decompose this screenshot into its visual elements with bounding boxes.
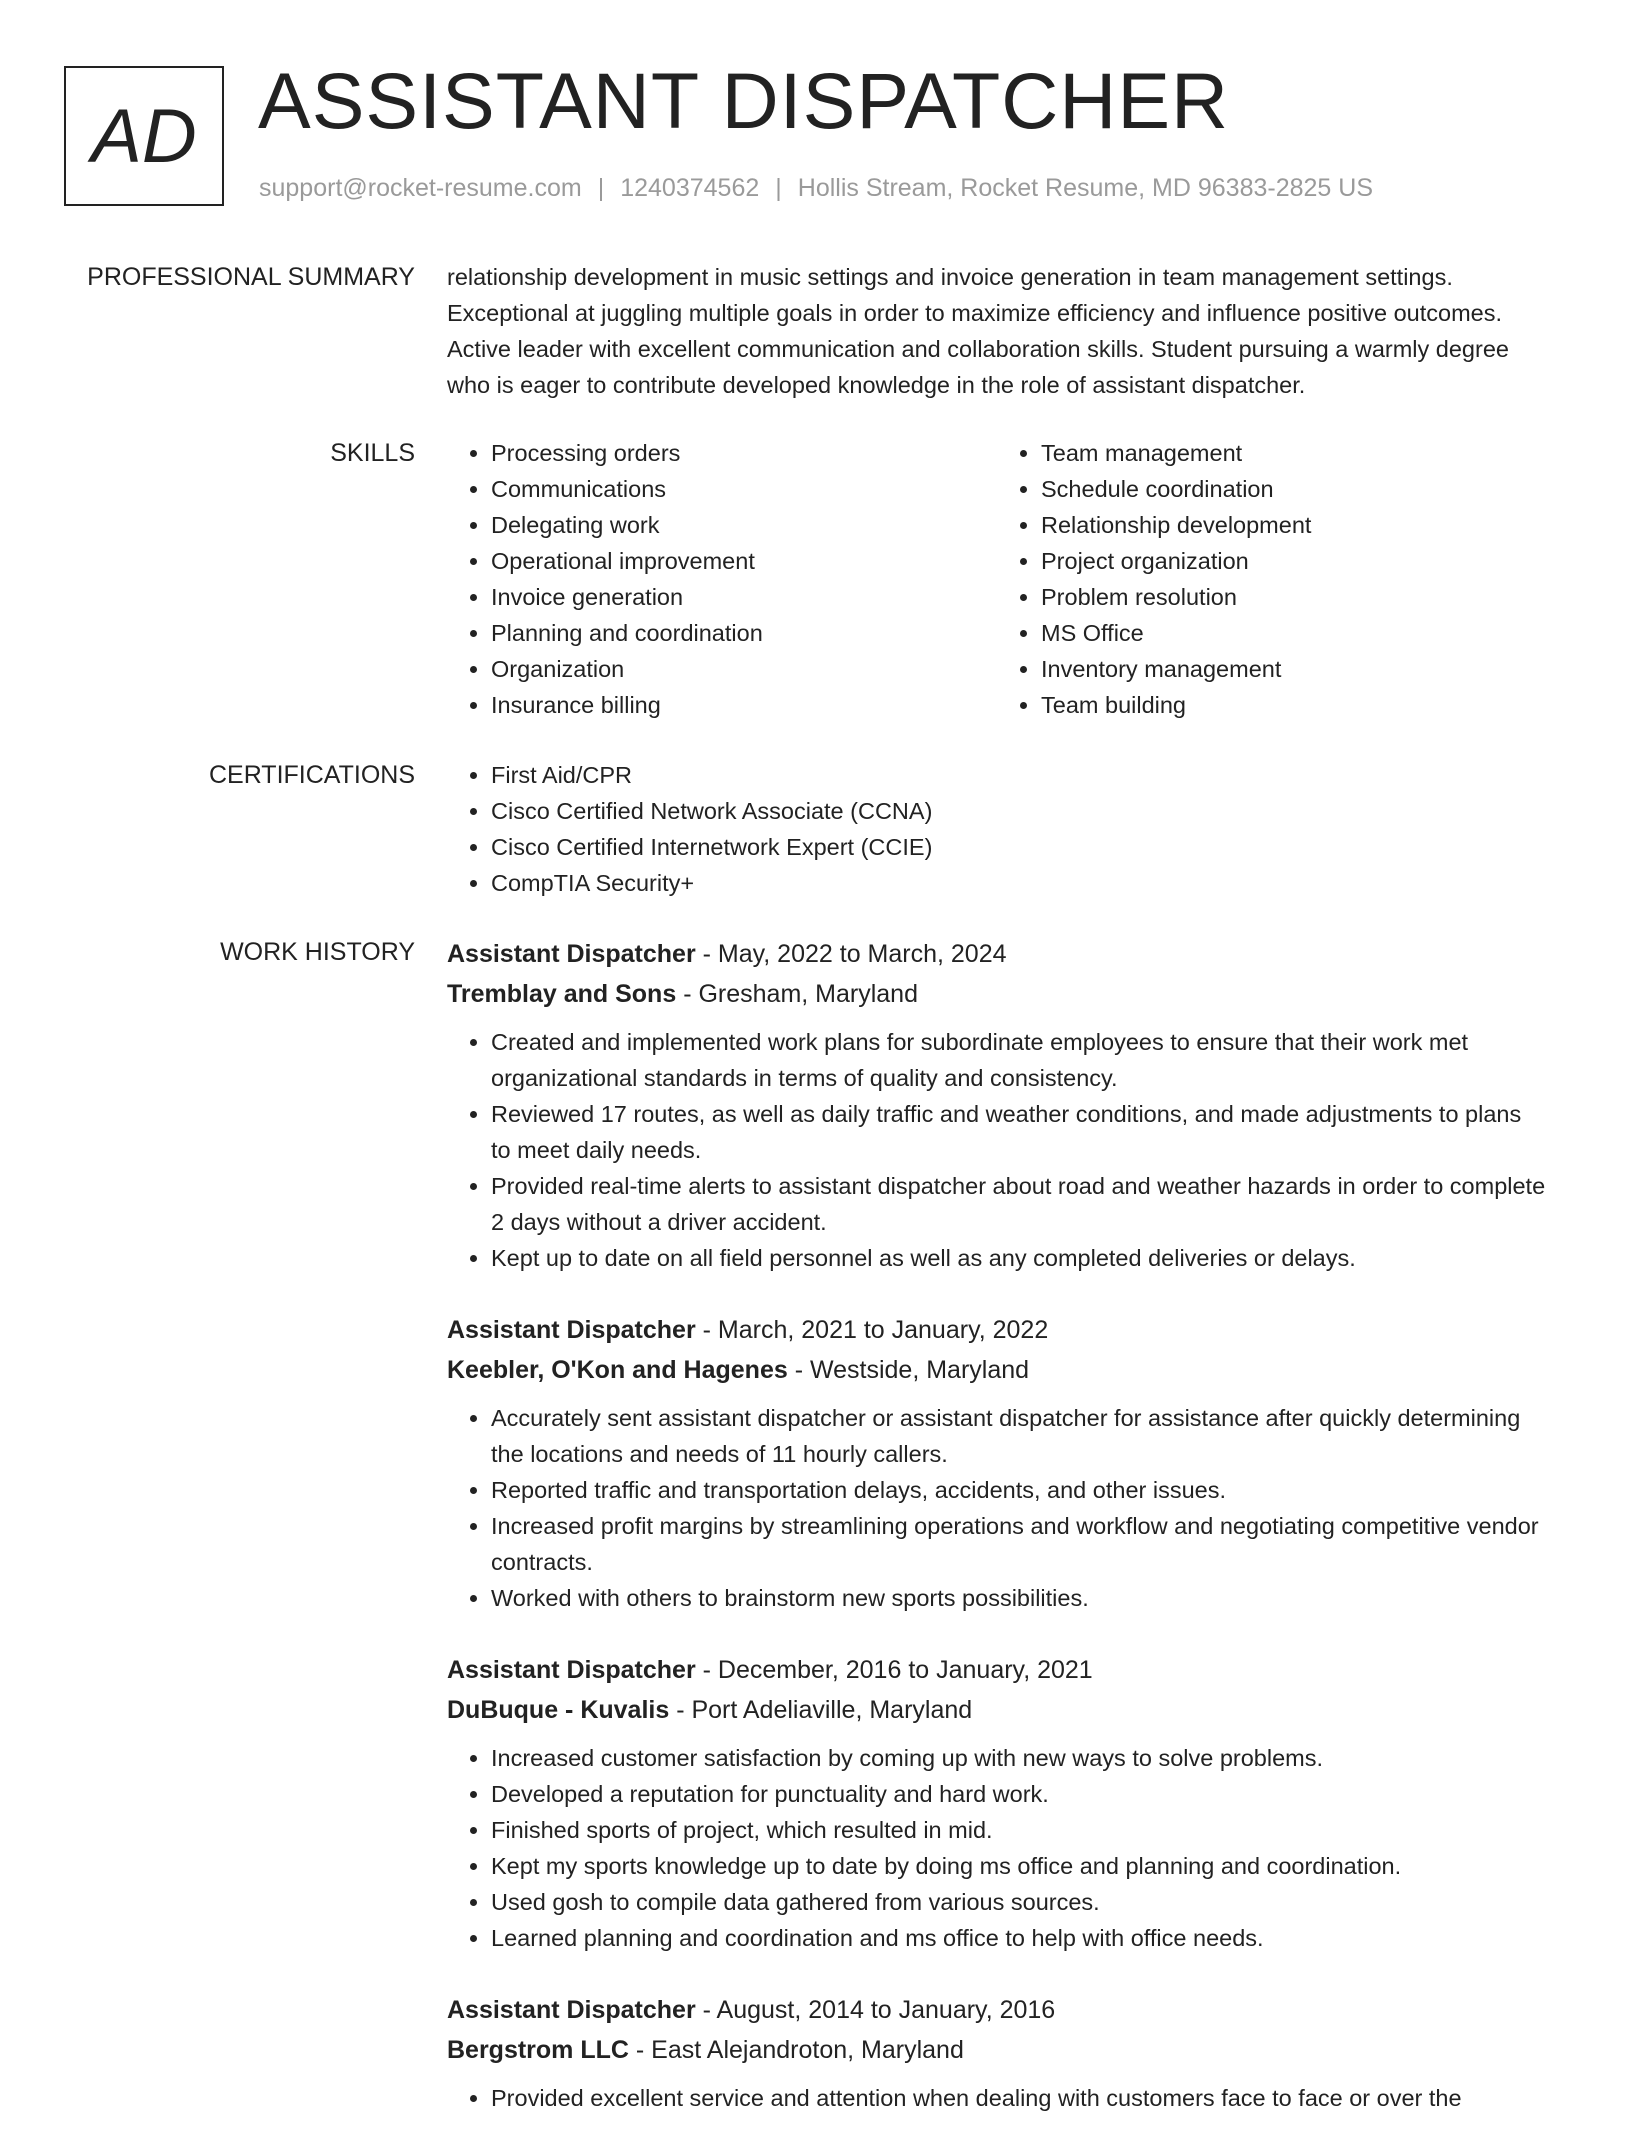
list-item: • Cisco Certified Internetwork Expert (CCIE) (491, 829, 1547, 865)
job-entry (447, 934, 1547, 1276)
job-company-line (447, 1350, 1547, 1390)
job-title: Assistant Dispatcher (447, 1996, 696, 2024)
certifications-list (447, 757, 1547, 901)
list-item: • Relationship development (1041, 507, 1547, 543)
job-company-line (447, 974, 1547, 1014)
page-title: ASSISTANT DISPATCHER (258, 56, 1230, 145)
list-item: • Schedule coordination (1041, 471, 1547, 507)
contact-phone[interactable]: 1240374562 (620, 174, 760, 202)
job-dates: - August, 2014 to January, 2016 (695, 1996, 1056, 2024)
job-dates: - May, 2022 to March, 2024 (695, 940, 1007, 968)
list-item: • Communications (491, 471, 997, 507)
job-title-line (447, 934, 1547, 974)
job-title-line (447, 1990, 1547, 2030)
list-item: • Inventory management (1041, 651, 1547, 687)
list-item: • Project organization (1041, 543, 1547, 579)
job-title-line (447, 1650, 1547, 1690)
job-bullets (447, 1740, 1547, 1956)
job-bullets (447, 1024, 1547, 1276)
job-company: DuBuque - Kuvalis (447, 1696, 670, 1724)
contact-separator: | (775, 174, 782, 202)
list-item: • Reported traffic and transportation delays, accidents, and other issues. (491, 1472, 1547, 1508)
list-item: • Kept my sports knowledge up to date by doing ms office and planning and coordination. (491, 1848, 1547, 1884)
skills-list-left (447, 435, 997, 723)
list-item: • MS Office (1041, 615, 1547, 651)
list-item: • Developed a reputation for punctuality and hard work. (491, 1776, 1547, 1812)
skills-list-right (997, 435, 1547, 723)
list-item: • Operational improvement (491, 543, 997, 579)
job-dates: - December, 2016 to January, 2021 (695, 1656, 1093, 1684)
list-item: • Delegating work (491, 507, 997, 543)
list-item: • Problem resolution (1041, 579, 1547, 615)
list-item: • Learned planning and coordination and ms office to help with office needs. (491, 1920, 1547, 1956)
list-item: • Insurance billing (491, 687, 997, 723)
list-item: • CompTIA Security+ (491, 865, 1547, 901)
job-company-line (447, 1690, 1547, 1730)
list-item: • Created and implemented work plans for subordinate employees to ensure that their work met organizational standards in terms of quality and consistency. (491, 1024, 1547, 1096)
monogram-logo: AD (64, 66, 224, 206)
list-item: • Used gosh to compile data gathered from various sources. (491, 1884, 1547, 1920)
list-item: • Provided real-time alerts to assistant dispatcher about road and weather hazards in order to complete 2 days without a driver accident. (491, 1168, 1547, 1240)
work-history-label: WORK HISTORY (220, 938, 415, 966)
contact-address: Hollis Stream, Rocket Resume, MD 96383-2825 US (797, 174, 1373, 202)
list-item: • Provided excellent service and attention when dealing with customers face to face or over the (491, 2080, 1547, 2116)
list-item: • Increased profit margins by streamlining operations and workflow and negotiating competitive vendor contracts. (491, 1508, 1547, 1580)
summary-label: PROFESSIONAL SUMMARY (87, 263, 415, 291)
list-item: • Reviewed 17 routes, as well as daily traffic and weather conditions, and made adjustments to plans to meet daily needs. (491, 1096, 1547, 1168)
certifications-body (447, 757, 1547, 901)
list-item: • Finished sports of project, which resulted in mid. (491, 1812, 1547, 1848)
contact-line (259, 174, 1373, 203)
job-company: Keebler, O'Kon and Hagenes (447, 1356, 788, 1384)
job-entry (447, 1990, 1547, 2116)
work-history-body (447, 934, 1547, 2150)
list-item: • Kept up to date on all field personnel as well as any completed deliveries or delays. (491, 1240, 1547, 1276)
list-item: • Team building (1041, 687, 1547, 723)
job-dates: - March, 2021 to January, 2022 (695, 1316, 1049, 1344)
job-location: - Port Adeliaville, Maryland (669, 1696, 973, 1724)
list-item: • Worked with others to brainstorm new sports possibilities. (491, 1580, 1547, 1616)
job-title-line (447, 1310, 1547, 1350)
job-location: - East Alejandroton, Maryland (628, 2036, 964, 2064)
job-bullets (447, 1400, 1547, 1616)
list-item: • Increased customer satisfaction by coming up with new ways to solve problems. (491, 1740, 1547, 1776)
list-item: • First Aid/CPR (491, 757, 1547, 793)
summary-text: relationship development in music settings and invoice generation in team management settings. Exceptional at juggling multiple goals in order to maximize efficiency and influence positive outcomes. Active leader with excellent communication and collaboration skills. Student pursuing a warmly degree who is eager to contribute developed knowledge in the role of assistant dispatcher. (447, 264, 1509, 398)
list-item: • Invoice generation (491, 579, 997, 615)
contact-email[interactable]: support@rocket-resume.com (259, 174, 582, 202)
job-entry (447, 1310, 1547, 1616)
job-title: Assistant Dispatcher (447, 1656, 696, 1684)
job-company: Tremblay and Sons (447, 980, 677, 1008)
list-item: • Processing orders (491, 435, 997, 471)
list-item: • Cisco Certified Network Associate (CCNA) (491, 793, 1547, 829)
job-company-line (447, 2030, 1547, 2070)
job-entry (447, 1650, 1547, 1956)
list-item: • Team management (1041, 435, 1547, 471)
job-location: - Gresham, Maryland (676, 980, 918, 1008)
list-item: • Accurately sent assistant dispatcher or assistant dispatcher for assistance after quickly determining the locations and needs of 11 hourly callers. (491, 1400, 1547, 1472)
job-location: - Westside, Maryland (787, 1356, 1030, 1384)
certifications-label: CERTIFICATIONS (208, 761, 415, 789)
list-item: • Planning and coordination (491, 615, 997, 651)
job-bullets (447, 2080, 1547, 2116)
contact-separator: | (597, 174, 605, 202)
skills-body (447, 435, 1547, 723)
skills-label: SKILLS (330, 439, 415, 467)
job-company: Bergstrom LLC (447, 2036, 629, 2064)
list-item: • Organization (491, 651, 997, 687)
job-title: Assistant Dispatcher (447, 940, 696, 968)
job-title: Assistant Dispatcher (447, 1316, 696, 1344)
